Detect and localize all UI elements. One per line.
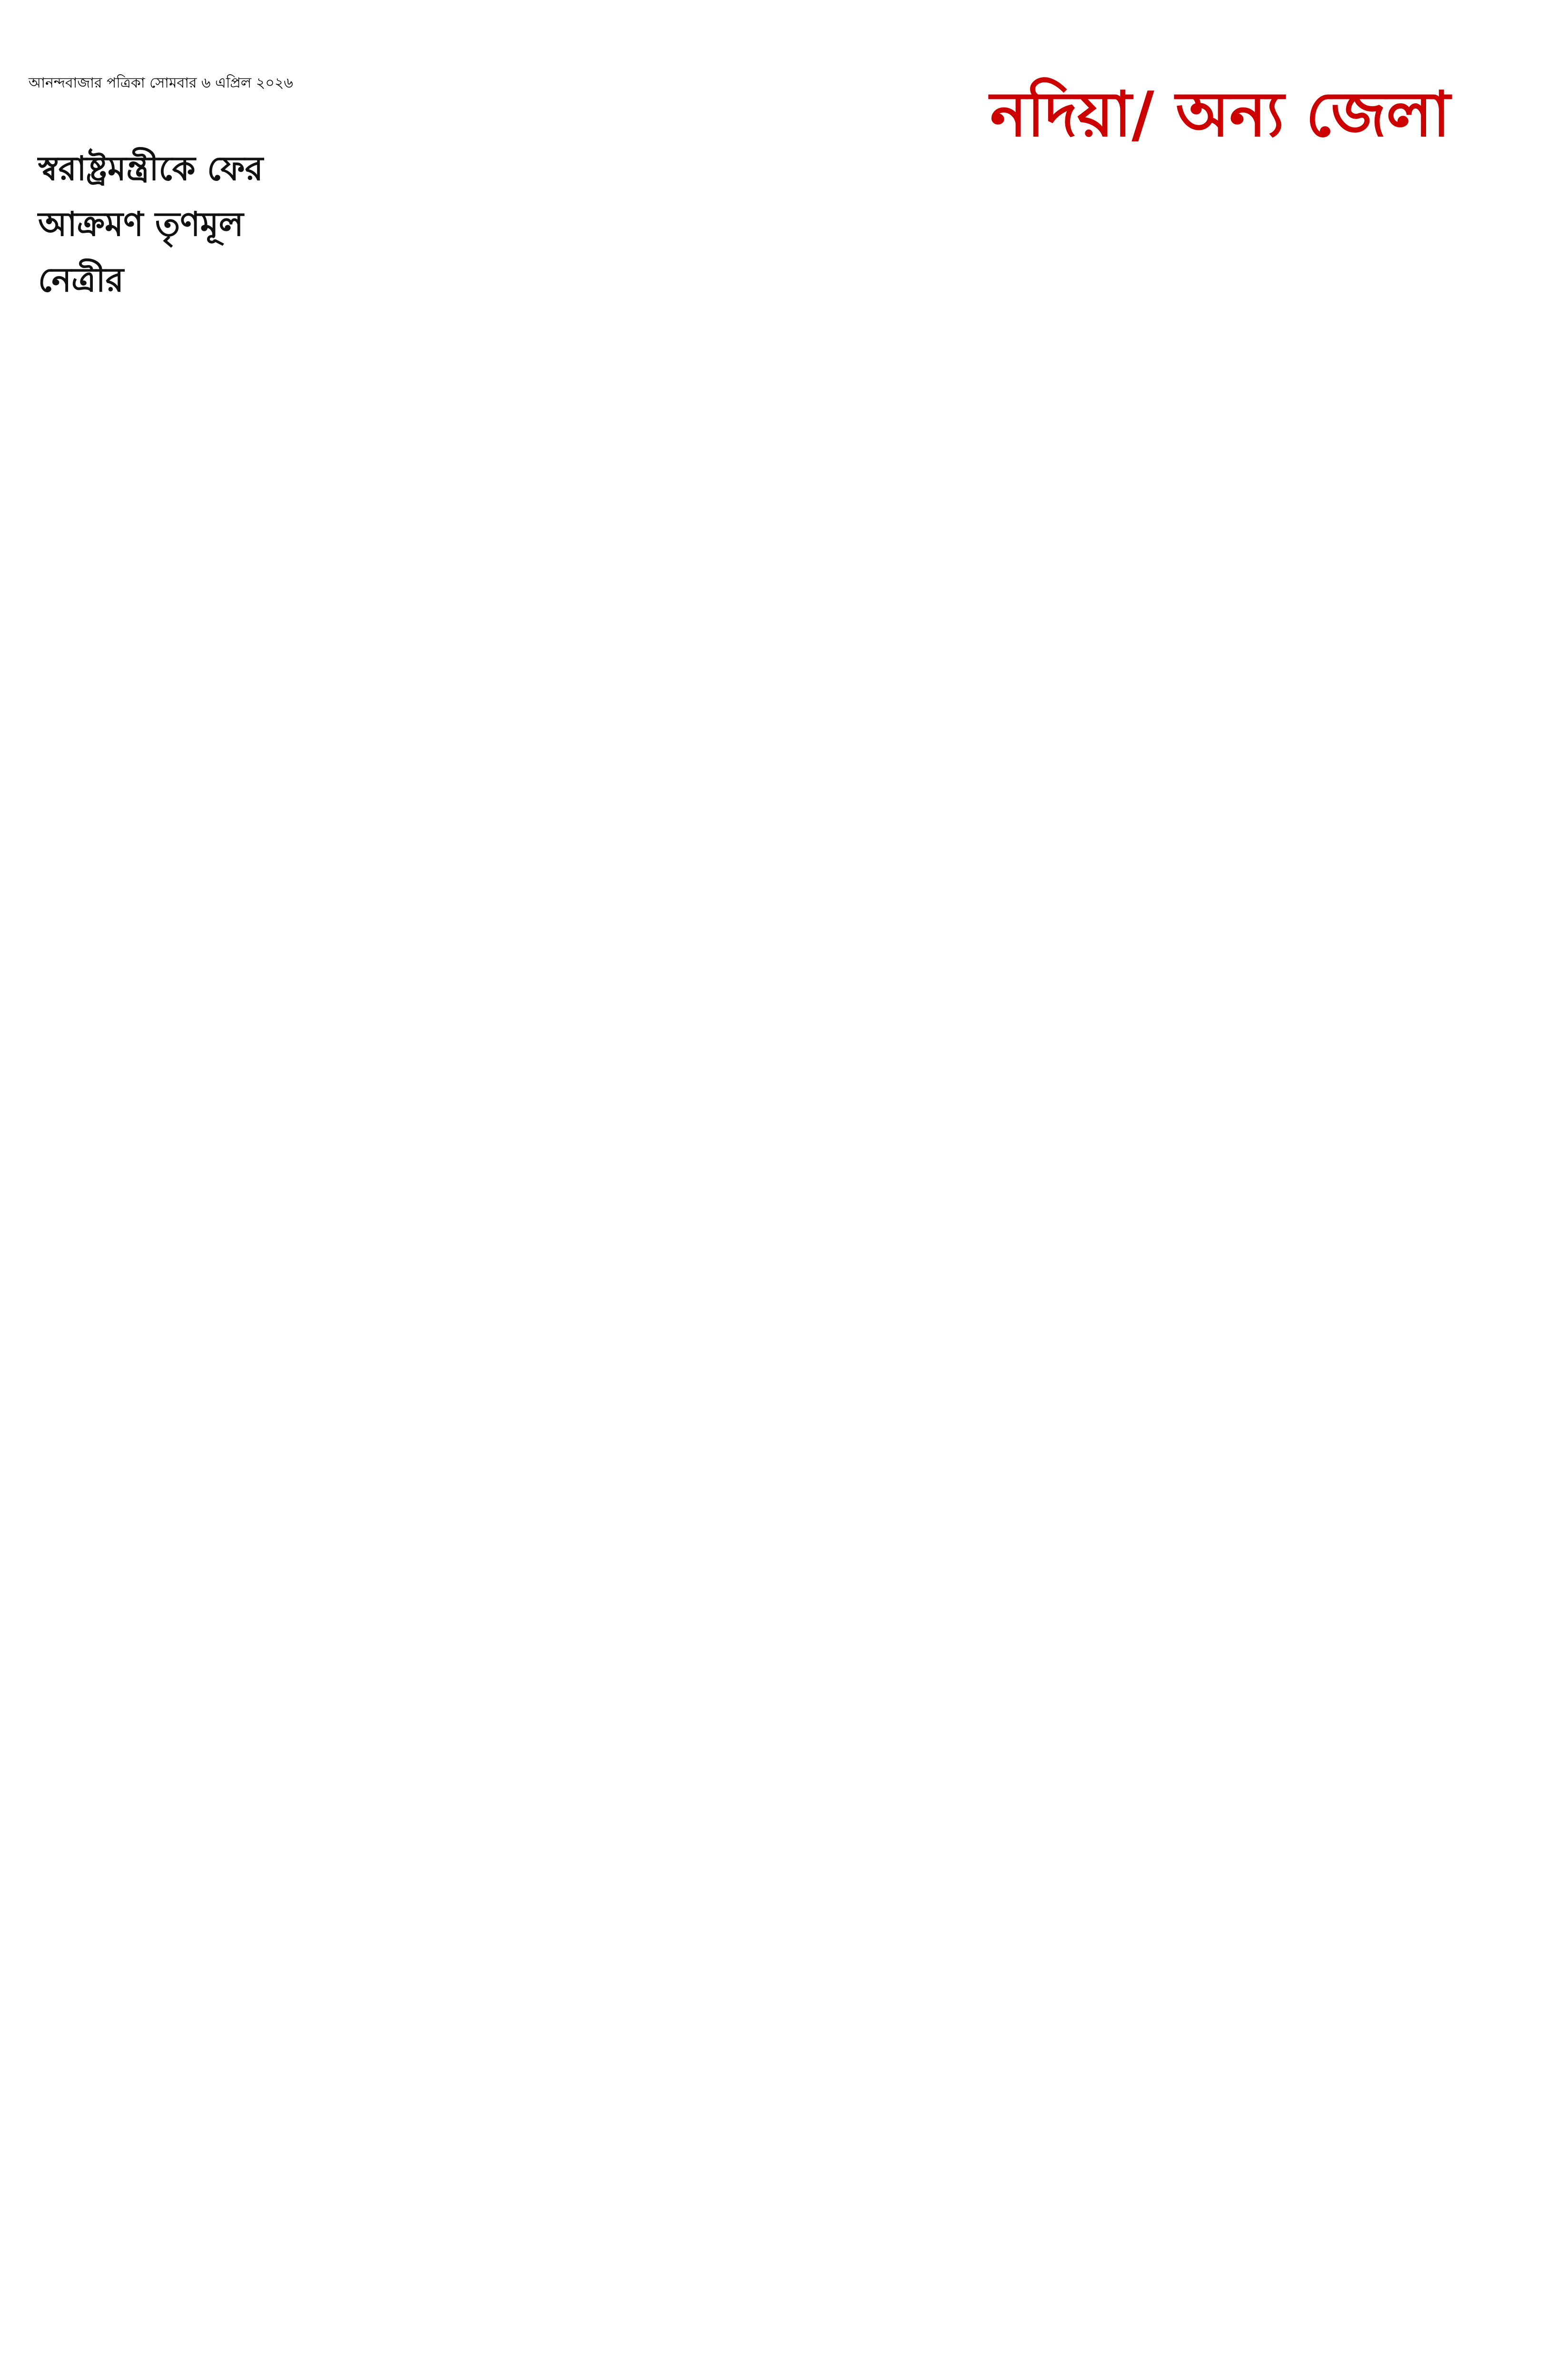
section-title: নদিয়া/ অন্য জেলা [990,78,1450,150]
story-title: স্বরাষ্ট্রমন্ত্রীকে ফের আক্রমণ তৃণমূল নেত্রীর [38,149,264,299]
masthead: আনন্দবাজার পত্রিকা সোমবার ৬ এপ্রিল ২০২৬ [29,75,293,91]
